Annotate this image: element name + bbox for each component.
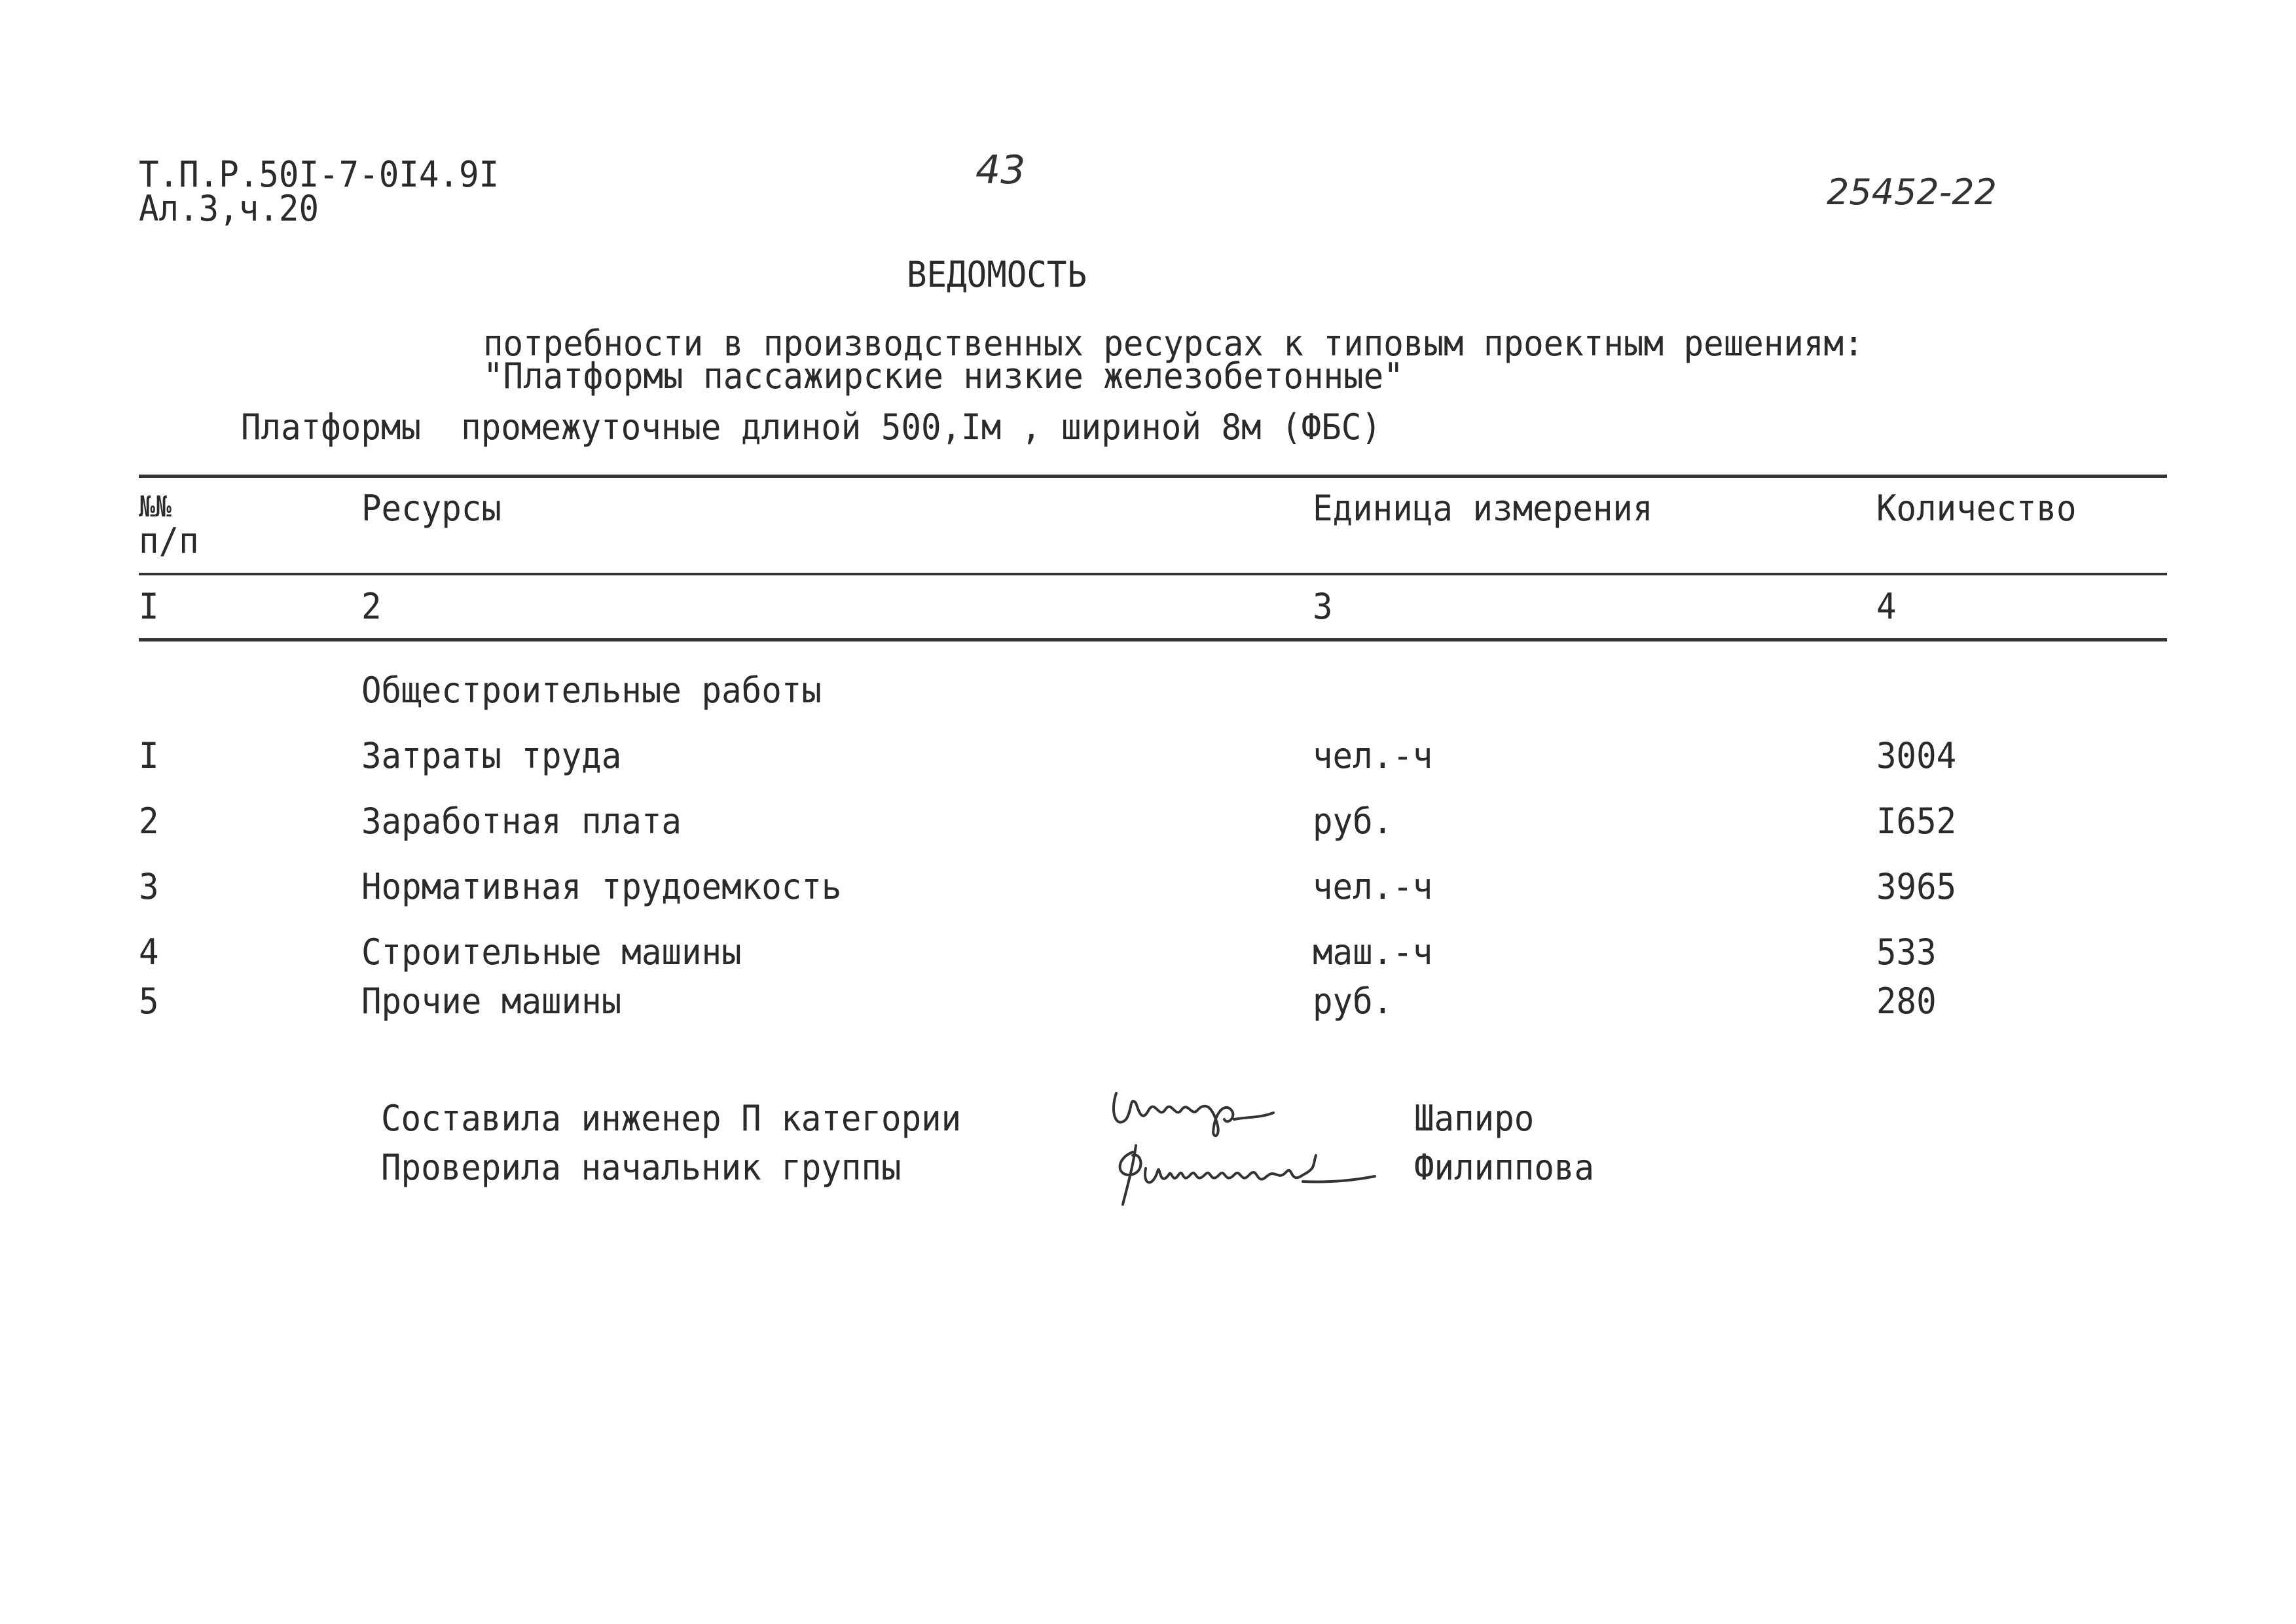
row-resource: Нормативная трудоемкость (361, 866, 842, 907)
album-label: Ал.3,ч.20 (139, 188, 319, 229)
row-quantity: 280 (1876, 981, 1937, 1022)
document-title: ВЕДОМОСТЬ (907, 254, 1087, 295)
row-unit: руб. (1313, 981, 1393, 1022)
signature-filippova (1106, 1136, 1394, 1214)
compiled-by-label: Составила инженер П категории (381, 1098, 962, 1139)
row-quantity: 3004 (1876, 735, 1957, 776)
row-number: 3 (139, 866, 159, 907)
row-quantity: I652 (1876, 801, 1957, 842)
title-line-2: "Платформы пассажирские низкие железобетонные" (483, 355, 1404, 397)
row-number: 2 (139, 801, 159, 842)
column-number-3: 3 (1313, 586, 1333, 627)
row-number: 4 (139, 931, 159, 973)
inventory-number: 25452-22 (1827, 171, 1997, 213)
title-line-1: потребности в производственных ресурсах к типовым проектным решениям: (483, 323, 1864, 364)
header-quantity: Количество (1876, 488, 2077, 529)
section-heading: Общестроительные работы (361, 670, 822, 711)
row-quantity: 3965 (1876, 866, 1957, 907)
row-resource: Заработная плата (361, 801, 682, 842)
column-number-1: I (139, 586, 159, 627)
row-resource: Затраты труда (361, 735, 622, 776)
table-top-rule (139, 475, 2167, 478)
header-number-sign: №№ (139, 490, 172, 524)
checked-by-label: Проверила начальник группы (381, 1147, 902, 1188)
row-number: 5 (139, 981, 159, 1022)
compiled-by-name: Шапиро (1414, 1098, 1535, 1139)
document-subtitle: Платформы промежуточные длиной 500,Iм , шириной 8м (ФБС) (241, 406, 1381, 448)
row-unit: маш.-ч (1313, 931, 1433, 973)
header-resources: Ресурсы (361, 488, 501, 529)
column-number-2: 2 (361, 586, 382, 627)
row-resource: Прочие машины (361, 981, 622, 1022)
document-code: Т.П.Р.50I-7-0I4.9I (139, 154, 500, 195)
row-unit: чел.-ч (1313, 866, 1433, 907)
page-number: 43 (975, 147, 1026, 193)
row-unit: чел.-ч (1313, 735, 1433, 776)
row-unit: руб. (1313, 801, 1393, 842)
row-number: I (139, 735, 159, 776)
header-bottom-rule (139, 573, 2167, 575)
signature-shapiro (1103, 1074, 1300, 1146)
header-number-pp: п/п (139, 520, 199, 562)
column-numbers-rule (139, 638, 2167, 641)
row-quantity: 533 (1876, 931, 1937, 973)
column-number-4: 4 (1876, 586, 1897, 627)
checked-by-name: Филиппова (1414, 1147, 1595, 1188)
row-resource: Строительные машины (361, 931, 742, 973)
header-unit: Единица измерения (1313, 488, 1653, 529)
